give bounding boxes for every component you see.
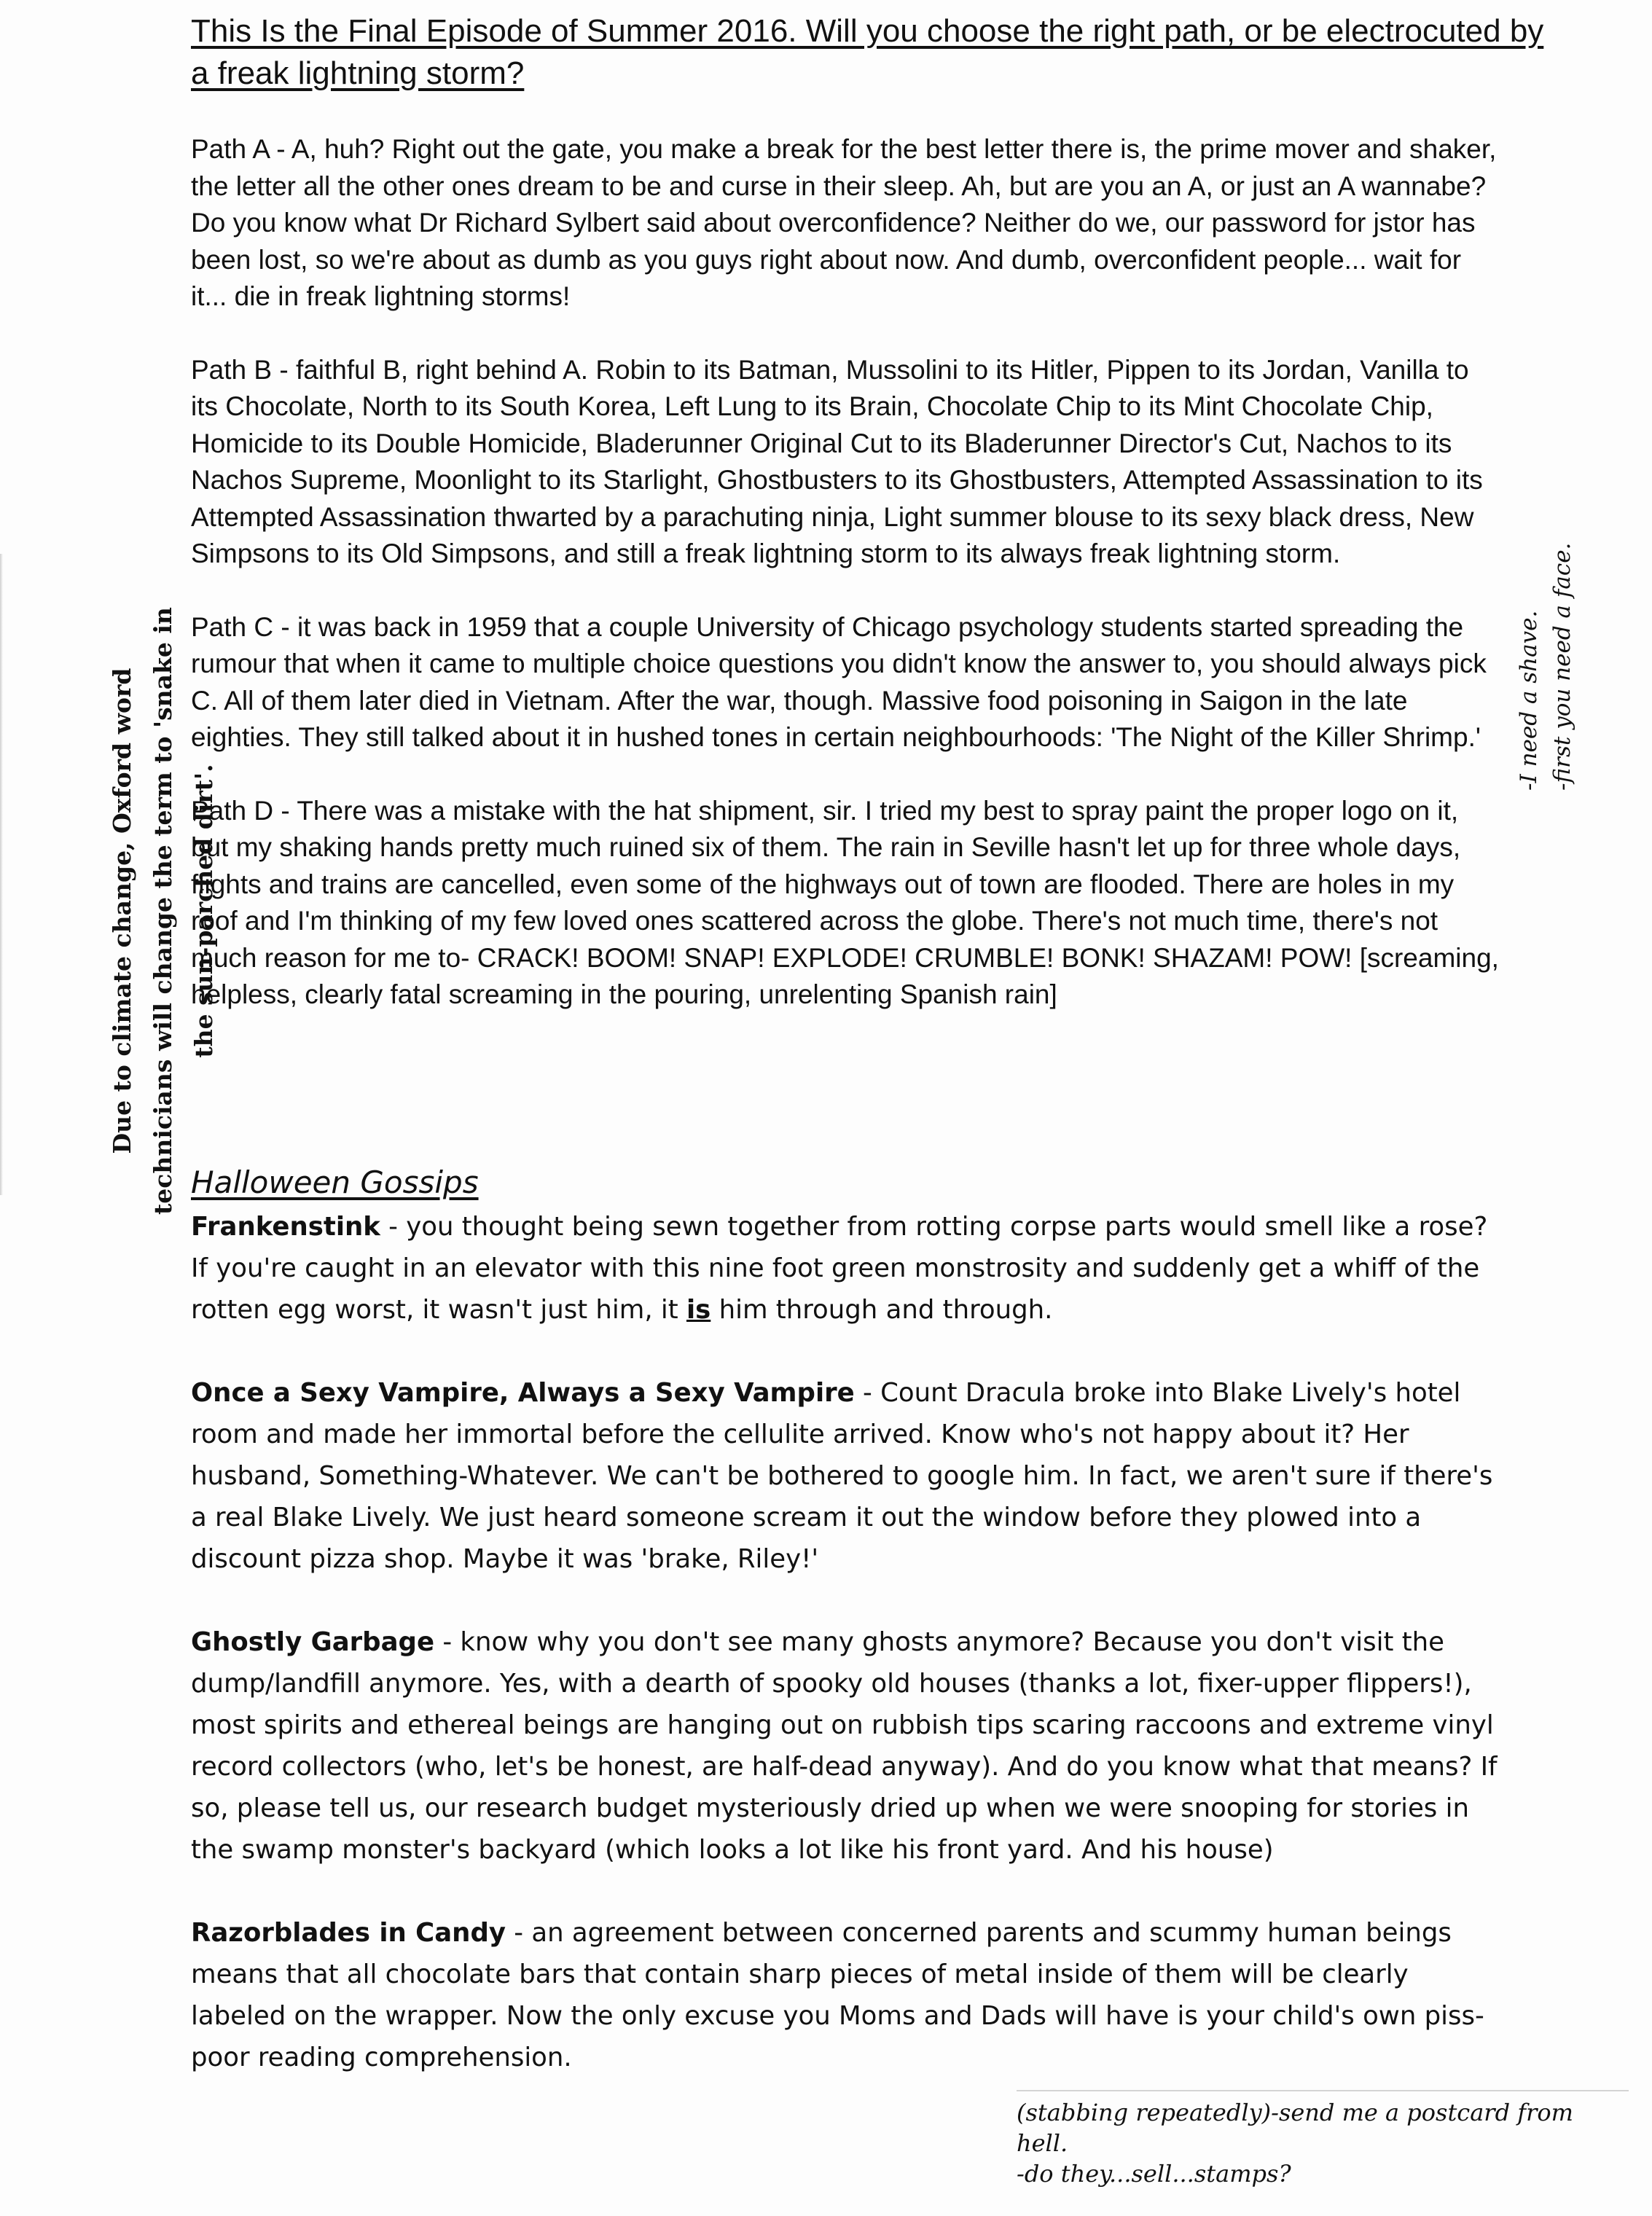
gossip-item [191,1372,1503,1580]
scan-edge-shadow [0,554,3,1195]
side-note-right [1512,383,1592,791]
gossip-text: - an agreement between concerned parents and scummy human beings means that all chocolate bars that contain sharp pieces of metal inside of them will be clearly labeled on the wrapper. Now the only excuse you Moms and Dads will have is your child's own piss-poor reading comprehension. [191,1918,1484,2072]
pasted-note-line: -do they...sell...stamps? [1017,2160,1291,2188]
side-note-right-line: -first you need a face. [1549,542,1575,791]
gossip-heading: Halloween Gossips [191,1164,479,1200]
gossip-text: him through and through. [710,1295,1053,1325]
gossip-name: Once a Sexy Vampire, Always a Sexy Vampire [191,1378,855,1408]
page-title: This Is the Final Episode of Summer 2016. Will you choose the right path, or be electrocuted by a freak lightning storm? [191,13,1544,91]
gossip-item [191,1912,1503,2078]
paths-section [191,131,1503,1050]
path-b-paragraph: Path B - faithful B, right behind A. Robin to its Batman, Mussolini to its Hitler, Pippen to its Jordan, Vanilla to its Chocolate, North to its South Korea, Left Lung to its Brain, Chocolate Chip to its Mint Chocolate Chip, Homicide to its Double Homicide, Bladerunner Original Cut to its Bladerunner Director's Cut, Nachos to its Nachos Supreme, Moonlight to its Starlight, Ghostbusters to its Ghostbusters, Attempted Assassination to its Attempted Assassination thwarted by a parachuting ninja, Light summer blouse to its sexy black dress, New Simpsons to its Old Simpsons, and still a freak lightning storm to its always freak lightning storm. [191,354,1483,568]
gossip-emphasis: is [686,1295,711,1325]
pasted-note-line: (stabbing repeatedly)-send me a postcard from hell. [1017,2099,1573,2157]
pasted-note-bottom [1017,2090,1629,2189]
gossip-text: - Count Dracula broke into Blake Lively's hotel room and made her immortal before the cellulite arrived. Know who's not happy about it? Her husband, Something-Whatever. We can't be bothered to google him. In fact, we aren't sure if there's a real Blake Lively. We just heard someone scream it out the window before they plowed into a discount pizza shop. Maybe it was 'brake, Riley!' [191,1378,1493,1574]
gossips-section [191,1206,1503,2120]
side-note-left: Due to climate change, Oxford word technicians will change the term to 'snake in the sun-parched dirt'. [108,607,218,1215]
gossip-item [191,1206,1503,1331]
gossip-text: - know why you don't see many ghosts anymore? Because you don't visit the dump/landfill anymore. Yes, with a dearth of spooky old houses (thanks a lot, fixer-upper flippers!), most spirits and ethereal beings are hanging out on rubbish tips scaring raccoons and extreme vinyl record collectors (who, let's be honest, are half-dead anyway). And do you know what that means? If so, please tell us, our research budget mysteriously dried up when we were snooping for stories in the swamp monster's backyard (which looks a lot like his front yard. And his house) [191,1627,1498,1865]
gossip-item [191,1621,1503,1871]
side-note-right-line: -I need a shave. [1516,610,1542,791]
gossip-name: Ghostly Garbage [191,1627,435,1657]
gossip-text: - you thought being sewn together from rotting corpse parts would smell like a rose? If you're caught in an elevator with this nine foot green monstrosity and suddenly get a whiff of the rotten egg worst, it wasn't just him, it [191,1212,1488,1325]
gossip-name: Razorblades in Candy [191,1918,506,1948]
path-d-paragraph: Path D - There was a mistake with the hat shipment, sir. I tried my best to spray paint the proper logo on it, but my shaking hands pretty much ruined six of them. The rain in Seville hasn't let up for three whole days, flights and trains are cancelled, even some of the highways out of town are flooded. There are holes in my roof and I'm thinking of my few loved ones scattered across the globe. There's not much time, there's not much reason for me to- CRACK! BOOM! SNAP! EXPLODE! CRUMBLE! BONK! SHAZAM! POW! [screaming, helpless, clearly fatal screaming in the pouring, unrelenting Spanish rain] [191,795,1499,1009]
path-c-paragraph: Path C - it was back in 1959 that a couple University of Chicago psychology students started spreading the rumour that when it came to multiple choice questions you didn't know the answer to, you should always pick C. All of them later died in Vietnam. After the war, though. Massive food poisoning in Saigon in the late eighties. They still talked about it in hushed tones in certain neighbourhoods: 'The Night of the Killer Shrimp.' [191,611,1487,752]
path-a-paragraph: Path A - A, huh? Right out the gate, you make a break for the best letter there is, the prime mover and shaker, the letter all the other ones dream to be and curse in their sleep. Ah, but are you an A, or just an A wannabe? Do you know what Dr Richard Sylbert said about overconfidence? Neither do we, our password for jstor has been lost, so we're about as dumb as you guys right about now. And dumb, overconfident people... wait for it... die in freak lightning storms! [191,134,1497,311]
gossip-name: Frankenstink [191,1212,380,1242]
